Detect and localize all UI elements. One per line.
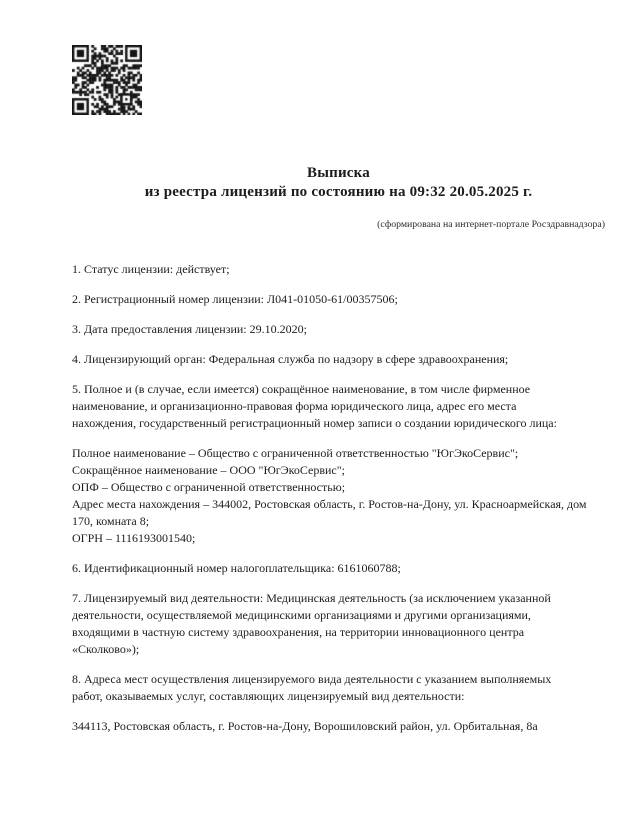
field-grant-date: 3. Дата предоставления лицензии: 29.10.2020; (72, 322, 307, 336)
field-inn: 6. Идентификационный номер налогоплательщика: 6161060788; (72, 561, 401, 575)
portal-note: (сформирована на интернет-портале Росздравнадзора) (377, 219, 605, 230)
document-body (72, 261, 587, 735)
org-legal-form: ОПФ – Общество с ограниченной ответственностью; (72, 480, 346, 494)
field-licensing-authority: 4. Лицензирующий орган: Федеральная служба по надзору в сфере здравоохранения; (72, 352, 509, 366)
field-activity-addresses-heading: 8. Адреса мест осуществления лицензируемого вида деятельности с указанием выполняемых работ, оказываемых услуг, составляющих лицензируемый вид деятельности: (72, 672, 552, 703)
field-licensed-activity: 7. Лицензируемый вид деятельности: Медицинская деятельность (за исключением указанной деятельности, осуществляемой медицинскими организациями и другими организациями, входящими в частную систему здравоохранения, на территории инновационного центра «Сколково»); (72, 591, 551, 656)
field-registration-number: 2. Регистрационный номер лицензии: Л041-01050-61/00357506; (72, 292, 398, 306)
organization-block (72, 445, 596, 547)
document-title (72, 164, 605, 202)
org-ogrn: ОГРН – 1116193001540; (72, 531, 196, 545)
document-content (72, 0, 605, 748)
title-line-1: Выписка (307, 165, 370, 181)
field-legal-entity-heading: 5. Полное и (в случае, если имеется) сокращённое наименование, в том числе фирменное наименование, и организационно-правовая форма юридического лица, адрес его места нахождения, государственный регистрационный номер записи о создании юридического лица: (72, 382, 557, 430)
field-license-status: 1. Статус лицензии: действует; (72, 262, 230, 276)
org-short-name: Сокращённое наименование – ООО "ЮгЭкоСервис"; (72, 463, 345, 477)
org-full-name: Полное наименование – Общество с ограниченной ответственностью "ЮгЭкоСервис"; (72, 446, 519, 460)
title-line-2: из реестра лицензий по состоянию на 09:32 20.05.2025 г. (144, 184, 533, 200)
field-activity-address: 344113, Ростовская область, г. Ростов-на-Дону, Ворошиловский район, ул. Орбитальная, 8а (72, 719, 538, 733)
org-address: Адрес места нахождения – 344002, Ростовская область, г. Ростов-на-Дону, ул. Красноармейская, дом 170, комната 8; (72, 497, 587, 528)
